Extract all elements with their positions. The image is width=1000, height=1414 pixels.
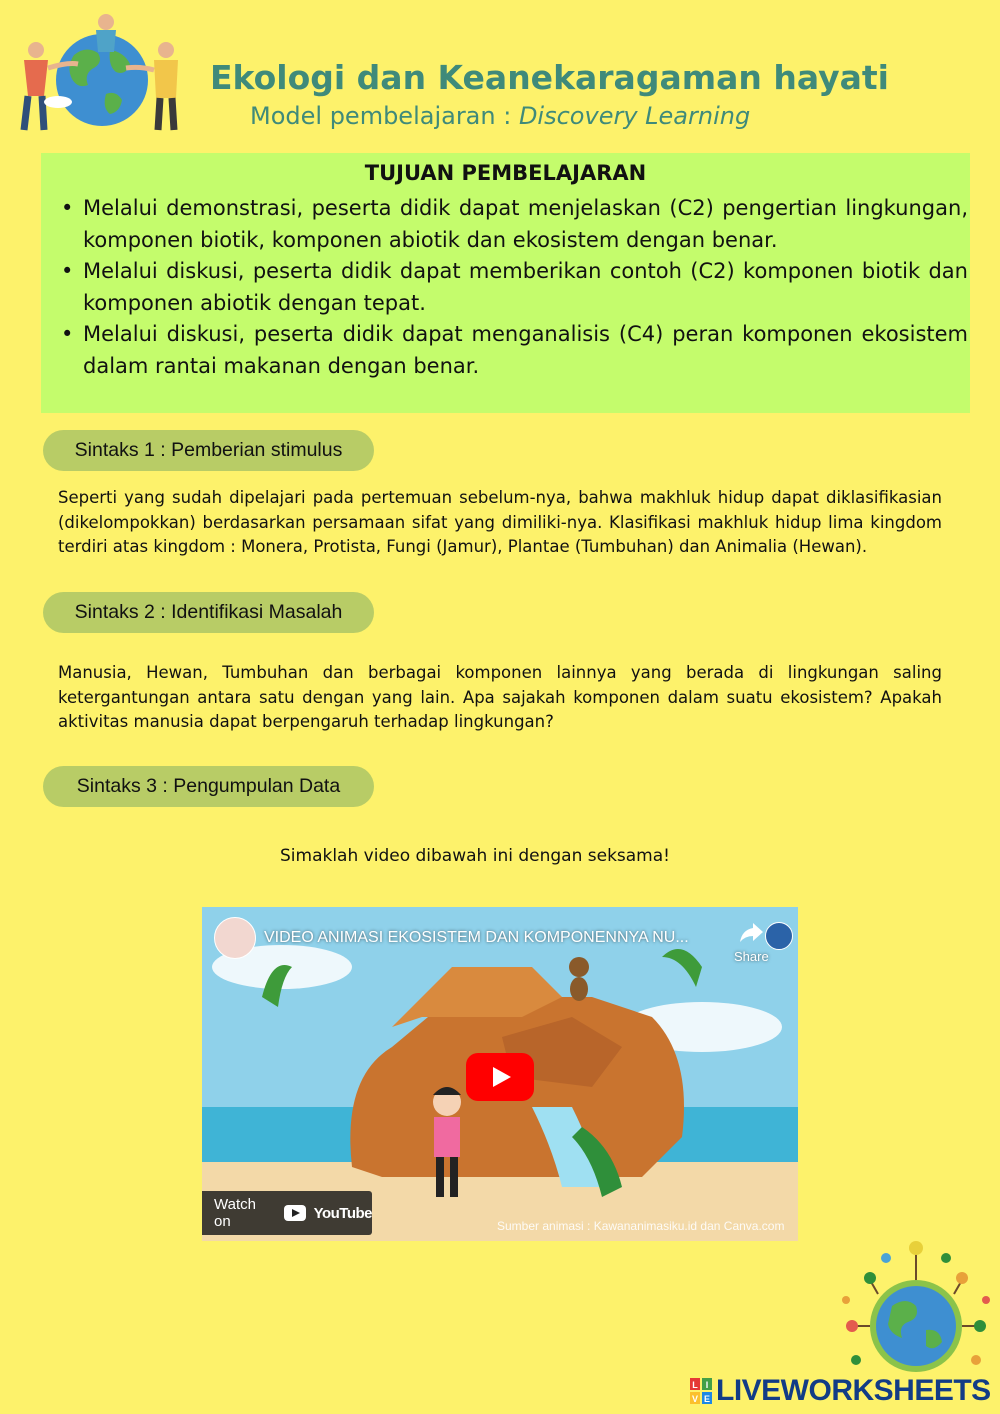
subtitle-prefix: Model pembelajaran :: [250, 102, 519, 130]
share-icon[interactable]: [739, 921, 765, 945]
video-title[interactable]: VIDEO ANIMASI EKOSISTEM DAN KOMPONENNYA NU...: [264, 929, 689, 946]
problem-paragraph: Manusia, Hewan, Tumbuhan dan berbagai komponen lainnya yang berada di lingkungan saling ketergantungan antara satu dengan yang lain. Apa sajakah komponen dalam suatu ekosistem? Apakah aktivitas manusia dapat berpengaruh terhadap lingkungan?: [58, 663, 942, 732]
earth-nature-illustration: [826, 1240, 994, 1380]
badge-letter: L: [692, 1380, 698, 1390]
liveworksheets-badge-icon: [690, 1378, 712, 1404]
watch-on-youtube-button[interactable]: [202, 1191, 372, 1235]
youtube-video-embed[interactable]: [202, 907, 798, 1241]
channel-logo-icon: [765, 922, 793, 950]
section-label-sintaks-2: Sintaks 2 : Identifikasi Masalah: [43, 592, 374, 633]
watch-on-label: Watch on: [214, 1196, 256, 1230]
objectives-list: [61, 193, 968, 382]
liveworksheets-logo[interactable]: [690, 1375, 991, 1407]
badge-letter: I: [705, 1380, 709, 1390]
channel-avatar[interactable]: [214, 917, 256, 959]
badge-letter: V: [691, 1394, 699, 1404]
play-button[interactable]: [466, 1053, 534, 1101]
objective-item: • Melalui demonstrasi, peserta didik dapat menjelaskan (C2) pengertian lingkungan, komponen biotik, komponen abiotik dan ekosistem dengan benar.: [61, 193, 968, 256]
video-instruction: Simaklah video dibawah ini dengan seksama!: [280, 846, 670, 866]
badge-letter: E: [703, 1394, 711, 1404]
youtube-wordmark: YouTube: [313, 1204, 372, 1222]
kids-globe-illustration: [14, 10, 189, 132]
objectives-heading: TUJUAN PEMBELAJARAN: [364, 161, 647, 185]
share-label[interactable]: Share: [734, 949, 769, 964]
section-label-sintaks-1: Sintaks 1 : Pemberian stimulus: [43, 430, 374, 471]
objective-item: • Melalui diskusi, peserta didik dapat menganalisis (C4) peran komponen ekosistem dalam rantai makanan dengan benar.: [61, 319, 968, 382]
objective-item: • Melalui diskusi, peserta didik dapat memberikan contoh (C2) komponen biotik dan komponen abiotik dengan tepat.: [61, 256, 968, 319]
youtube-logo-icon: [284, 1205, 306, 1221]
video-source-credit: Sumber animasi : Kawananimasiku.id dan Canva.com: [497, 1219, 785, 1233]
learning-objectives-box: [41, 153, 970, 413]
liveworksheets-wordmark: LIVEWORKSHEETS: [716, 1374, 991, 1407]
learning-model-name: Discovery Learning: [518, 102, 751, 130]
page-title: Ekologi dan Keanekaragaman hayati: [210, 58, 889, 97]
page-subtitle: [250, 102, 750, 130]
stimulus-paragraph: Seperti yang sudah dipelajari pada pertemuan sebelum-nya, bahwa makhluk hidup dapat diklasifikasian (dikelompokkan) berdasarkan persamaan sifat yang dimiliki-nya. Klasifikasi makhluk hidup lima kingdom terdiri atas kingdom : Monera, Protista, Fungi (Jamur), Plantae (Tumbuhan) dan Animalia (Hewan).: [58, 488, 942, 557]
section-label-sintaks-3: Sintaks 3 : Pengumpulan Data: [43, 766, 374, 807]
